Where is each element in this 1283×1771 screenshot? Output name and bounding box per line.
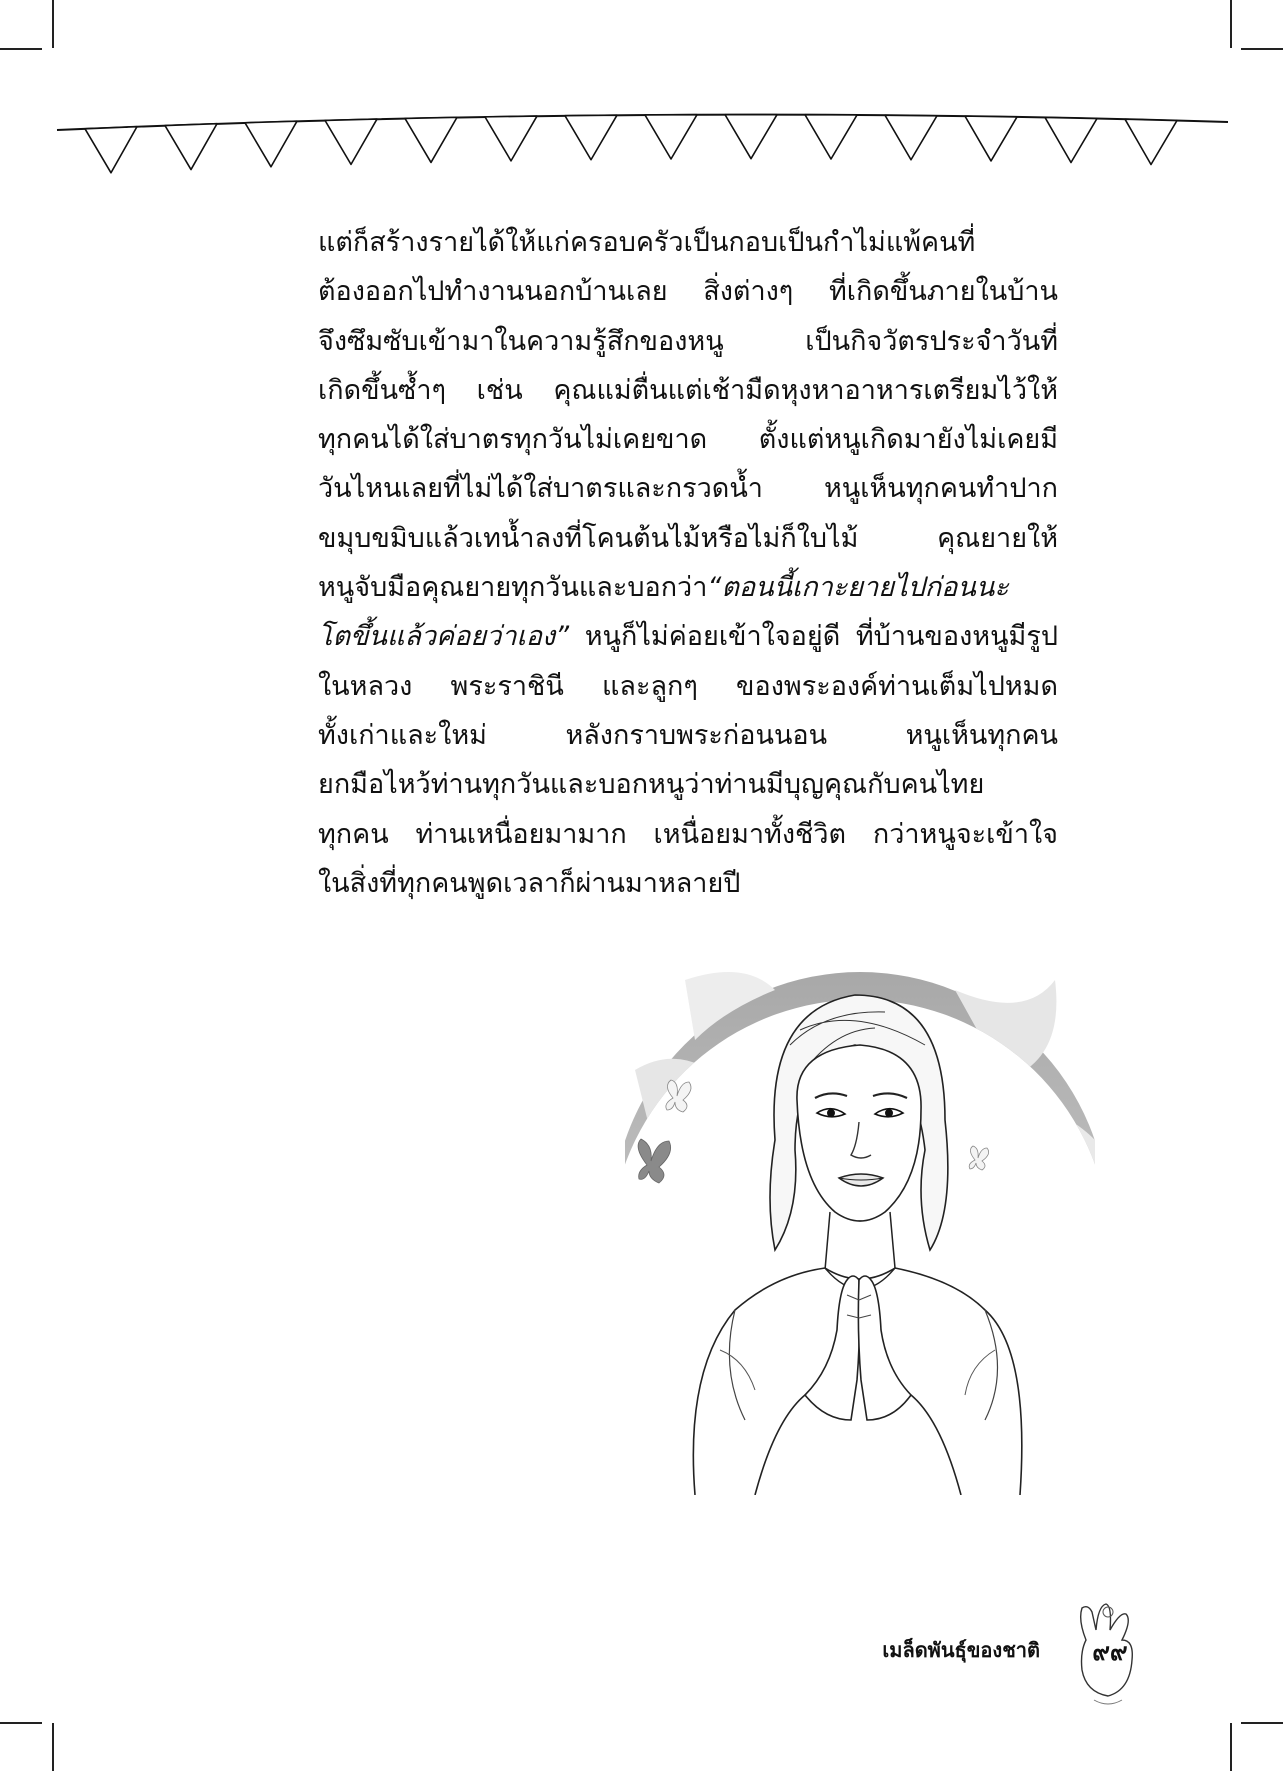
text-line-7: ขมุบขมิบแล้วเทน้ำลงที่โคนต้นไม้หรือไม่ก็ใบไม้ คุณยายให้ [318, 522, 1058, 554]
crop-mark-top-right-h [1241, 48, 1283, 50]
crop-mark-bottom-right-v [1230, 1723, 1232, 1771]
girl-wai-illustration [625, 950, 1095, 1495]
bunting-flag [405, 117, 457, 162]
crop-mark-bottom-left-v [52, 1723, 54, 1771]
quote-part-1: “ตอนนี้เกาะยายไปก่อนนะ [707, 572, 1009, 604]
text-line-9-plain: หนูก็ไม่ค่อยเข้าใจอยู่ดี ที่บ้านของหนูมีรูป [569, 621, 1058, 653]
bunting-flag [325, 119, 377, 164]
bunting-flag [165, 124, 217, 170]
butterfly-icon [666, 1080, 691, 1112]
text-line-12: ยกมือไหว้ท่านทุกวันและบอกหนูว่าท่านมีบุญคุณกับคนไทย [318, 769, 985, 801]
text-line-3: จึงซึมซับเข้ามาในความรู้สึกของหนู เป็นกิจวัตรประจำวันที่ [318, 325, 1058, 357]
text-line-14: ในสิ่งที่ทุกคนพูดเวลาก็ผ่านมาหลายปี [318, 867, 741, 899]
bunting-flag [965, 116, 1017, 161]
quote-part-2: โตขึ้นแล้วค่อยว่าเอง” [318, 621, 570, 653]
bunting-flag [565, 115, 617, 160]
body-text [318, 218, 1058, 908]
text-line-2: ต้องออกไปทำงานนอกบ้านเลย สิ่งต่างๆ ที่เกิดขึ้นภายในบ้าน [318, 276, 1058, 308]
page-number: ๙๙ [1092, 1637, 1128, 1666]
bunting-flag [485, 116, 537, 161]
bunting-flag [805, 115, 857, 159]
bunting-flag [725, 115, 777, 159]
text-line-5: ทุกคนได้ใส่บาตรทุกวันไม่เคยขาด ตั้งแต่หนูเกิดมายังไม่เคยมี [318, 424, 1058, 456]
crop-mark-bottom-right-h [1241, 1722, 1283, 1724]
text-line-13: ทุกคน ท่านเหนื่อยมามาก เหนื่อยมาทั้งชีวิต กว่าหนูจะเข้าใจ [318, 818, 1058, 850]
text-line-4: เกิดขึ้นซ้ำๆ เช่น คุณแม่ตื่นแต่เช้ามืดหุงหาอาหารเตรียมไว้ให้ [318, 374, 1058, 406]
text-line-1: แต่ก็สร้างรายได้ให้แก่ครอบครัวเป็นกอบเป็นกำไม่แพ้คนที่ [318, 227, 976, 258]
bunting-flag [885, 115, 937, 160]
text-line-6: วันไหนเลยที่ไม่ได้ใส่บาตรและกรวดน้ำ หนูเห็นทุกคนทำปาก [318, 473, 1058, 505]
text-line-10: ในหลวง พระราชินี และลูกๆ ของพระองค์ท่านเต็มไปหมด [318, 670, 1058, 702]
bunting-flag [1045, 117, 1097, 162]
text-line-11: ทั้งเก่าและใหม่ หลังกราบพระก่อนนอน หนูเห็นทุกคน [318, 719, 1058, 751]
text-line-8-plain: หนูจับมือคุณยายทุกวันและบอกว่า [318, 572, 708, 604]
bunting-flag [645, 115, 697, 159]
bunting-flag [1125, 119, 1177, 164]
butterfly-icon [969, 1146, 988, 1170]
crop-mark-top-right-v [1230, 0, 1232, 48]
crop-mark-top-left-h [0, 48, 42, 50]
footer-book-title: เมล็ดพันธุ์ของชาติ [882, 1638, 1040, 1662]
text-line-8 [318, 563, 1058, 612]
butterfly-icon [638, 1139, 671, 1183]
text-line-9 [318, 612, 1058, 661]
bunting-flag [245, 121, 297, 167]
crop-mark-bottom-left-h [0, 1722, 42, 1724]
bunting-flags-decoration [55, 110, 1230, 190]
bunting-flag [85, 127, 137, 173]
crop-mark-top-left-v [52, 0, 54, 48]
